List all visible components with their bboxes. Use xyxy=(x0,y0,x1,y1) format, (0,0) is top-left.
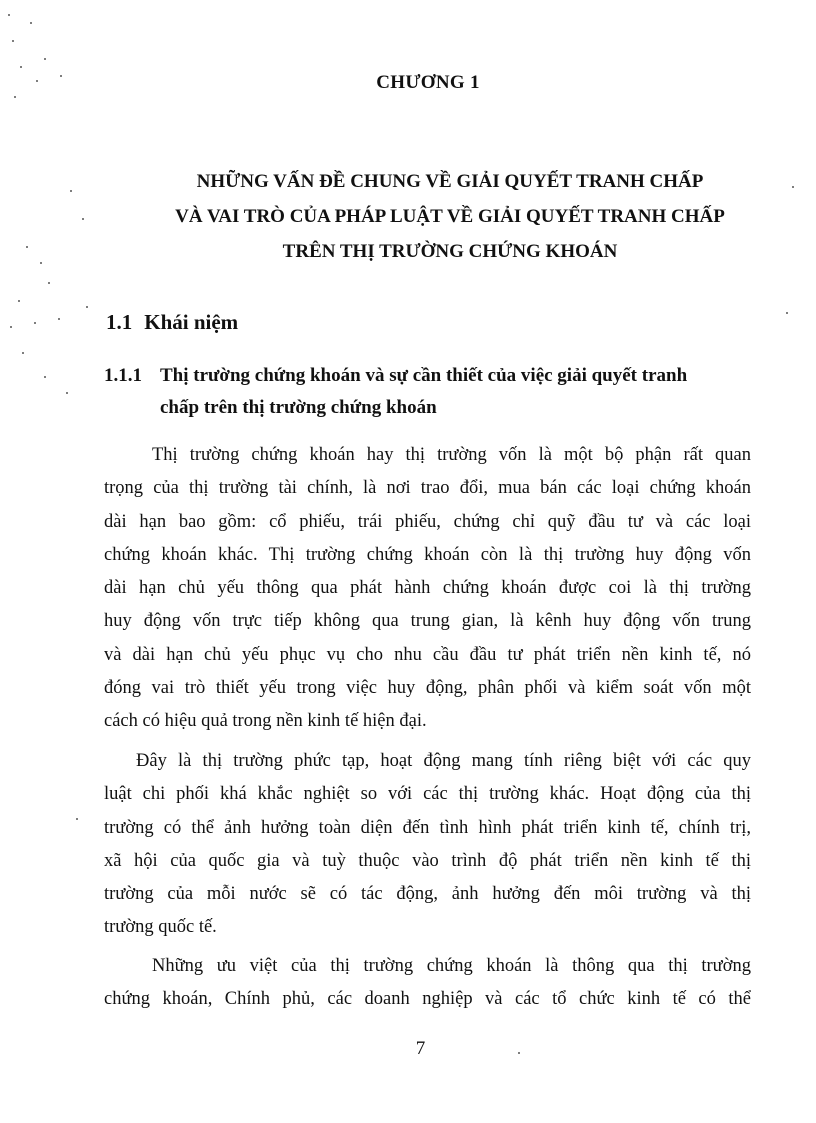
section-heading xyxy=(106,310,238,335)
chapter-title xyxy=(110,164,790,269)
subsection-title-line: chấp trên thị trường chứng khoán xyxy=(160,397,437,418)
paragraph-line: Đây là thị trường phức tạp, hoạt động mang tính riêng biệt với các quy xyxy=(136,751,751,771)
paragraph-line: xã hội của quốc gia và tuỳ thuộc vào trình độ phát triển nền kinh tế thị xyxy=(104,850,751,871)
chapter-label: CHƯƠNG 1 xyxy=(376,72,480,93)
paragraph-line: trọng của thị trường tài chính, là nơi trao đổi, mua bán các loại chứng khoán xyxy=(104,478,751,499)
paragraph-line: và dài hạn chủ yếu phục vụ cho nhu cầu đầu tư phát triển nền kinh tế, nó xyxy=(104,644,751,665)
paragraph-line: cách có hiệu quả trong nền kinh tế hiện đại. xyxy=(104,711,427,732)
chapter-title-line: VÀ VAI TRÒ CỦA PHÁP LUẬT VỀ GIẢI QUYẾT TRANH CHẤP xyxy=(175,206,725,227)
paragraph-line: Những ưu việt của thị trường chứng khoán là thông qua thị trường xyxy=(152,956,751,976)
body-paragraph xyxy=(104,950,751,1017)
body-paragraph xyxy=(104,439,751,739)
body-paragraph xyxy=(104,745,751,945)
section-number: 1.1 xyxy=(106,310,133,334)
subsection-number: 1.1.1 xyxy=(104,365,142,386)
paragraph-line: đóng vai trò thiết yếu trong việc huy động, phân phối và kiểm soát vốn một xyxy=(104,678,751,699)
paragraph-line: trường có thể ảnh hưởng toàn diện đến tình hình phát triển kinh tế, chính trị, xyxy=(104,817,751,838)
paragraph-line: dài hạn bao gồm: cổ phiếu, trái phiếu, chứng chỉ quỹ đầu tư và các loại xyxy=(104,511,751,532)
page-number: 7 xyxy=(415,1038,426,1059)
paragraph-line: dài hạn chủ yếu thông qua phát hành chứng khoán được coi là thị trường xyxy=(104,578,751,599)
paragraph-line: Thị trường chứng khoán hay thị trường vốn là một bộ phận rất quan xyxy=(152,445,751,465)
chapter-title-line: TRÊN THỊ TRƯỜNG CHỨNG KHOÁN xyxy=(282,241,618,262)
paragraph-line: trường của mỗi nước sẽ có tác động, ảnh hưởng đến môi trường và thị xyxy=(104,884,751,905)
paragraph-line: chứng khoán khác. Thị trường chứng khoán còn là thị trường huy động vốn xyxy=(104,544,751,565)
section-title: Khái niệm xyxy=(144,310,239,334)
subsection-title-line: Thị trường chứng khoán và sự cần thiết của việc giải quyết tranh xyxy=(160,365,688,386)
paragraph-line: luật chi phối khá khắc nghiệt so với các thị trường khác. Hoạt động của thị xyxy=(104,784,751,805)
paragraph-line: trường quốc tế. xyxy=(104,917,217,938)
chapter-title-line: NHỮNG VẤN ĐỀ CHUNG VỀ GIẢI QUYẾT TRANH CHẤP xyxy=(196,171,704,192)
paragraph-line: huy động vốn trực tiếp không qua trung gian, là kênh huy động vốn trung xyxy=(104,611,751,632)
paragraph-line: chứng khoán, Chính phủ, các doanh nghiệp và các tổ chức kinh tế có thể xyxy=(104,989,751,1010)
subsection-heading xyxy=(104,360,764,424)
